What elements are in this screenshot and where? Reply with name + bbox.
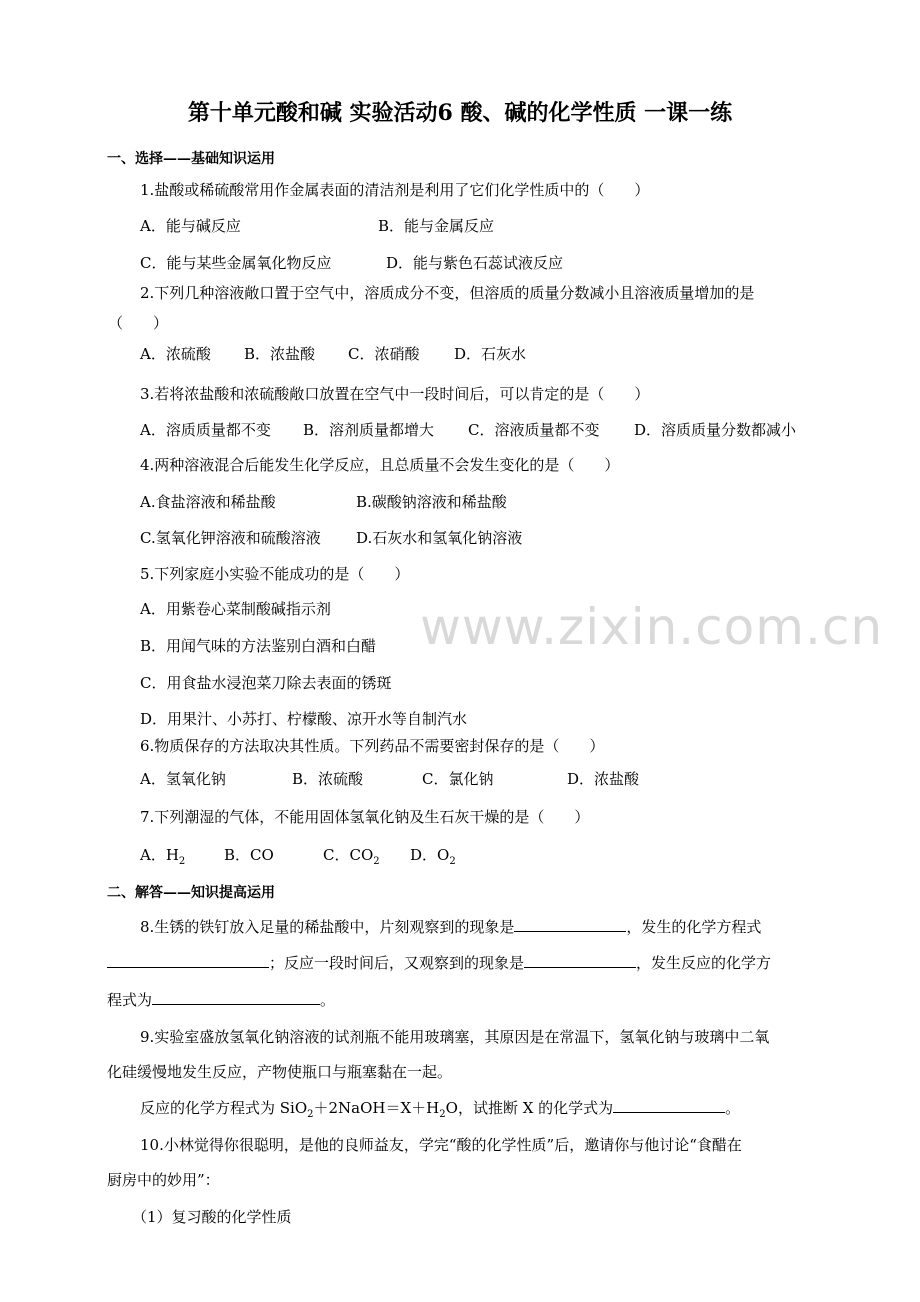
question-6-option-b: B．浓硫酸: [292, 770, 364, 788]
question-3-option-d: D．溶质质量分数都减小: [634, 421, 797, 439]
question-1-option-d: D．能与紫色石蕊试液反应: [386, 254, 564, 272]
subscript: 2: [373, 856, 380, 867]
answer-blank[interactable]: [524, 953, 636, 968]
question-4-option-d: D.石灰水和氢氧化钠溶液: [356, 529, 523, 547]
question-8-line-3: [107, 990, 335, 1010]
question-8-line-2: [107, 953, 771, 973]
question-7-option-c-text: C．CO: [323, 846, 374, 864]
question-2-stem-continued: （ ）: [108, 314, 169, 332]
subscript: 2: [178, 856, 186, 867]
question-7-option-a: [140, 845, 185, 872]
question-1-stem: 1.盐酸或稀硫酸常用作金属表面的清洁剂是利用了它们化学性质中的（ ）: [140, 181, 650, 199]
question-6-option-c: C．氯化钠: [422, 770, 494, 788]
section-heading-choice: 一、选择——基础知识运用: [107, 151, 275, 167]
question-3-stem: 3.若将浓盐酸和浓硫酸敞口放置在空气中一段时间后，可以肯定的是（ ）: [140, 385, 650, 403]
question-9-text: O，试推断 X 的化学式为: [445, 1099, 614, 1117]
question-2-option-a: A．浓硫酸: [140, 345, 211, 363]
question-5-option-b: B．用闻气味的方法鉴别白酒和白醋: [140, 637, 377, 655]
question-1-option-a: A．能与碱反应: [140, 217, 241, 235]
question-2-stem: 2.下列几种溶液敞口置于空气中，溶质成分不变，但溶质的质量分数减小且溶液质量增加的是: [140, 284, 755, 302]
question-1-option-c: C．能与某些金属氧化物反应: [140, 254, 332, 272]
answer-blank[interactable]: [514, 917, 626, 932]
question-7-stem: 7.下列潮湿的气体，不能用固体氢氧化钠及生石灰干燥的是（ ）: [140, 808, 590, 826]
question-6-option-d: D．浓盐酸: [567, 770, 640, 788]
question-9-line-2: 化硅缓慢地发生反应，产物使瓶口与瓶塞黏在一起。: [107, 1063, 453, 1081]
question-10-line-2: 厨房中的妙用”：: [107, 1171, 220, 1189]
question-2-option-d: D．石灰水: [454, 345, 527, 363]
question-2-option-c: C．浓硝酸: [348, 345, 420, 363]
answer-blank[interactable]: [613, 1098, 725, 1113]
subscript: 2: [439, 1109, 446, 1120]
question-3-option-b: B．溶剂质量都增大: [303, 421, 435, 439]
question-3-option-a: A．溶质质量都不变: [140, 421, 271, 439]
watermark: www.zixin.com.cn: [420, 598, 884, 656]
question-7-option-a-text: A．H: [140, 846, 179, 864]
question-7-option-c: [323, 845, 380, 872]
question-3-option-c: C．溶液质量都不变: [468, 421, 600, 439]
question-5-stem: 5.下列家庭小实验不能成功的是（ ）: [140, 565, 410, 583]
page-title: 第十单元酸和碱 实验活动6 酸、碱的化学性质 一课一练: [187, 100, 733, 126]
question-4-option-a: A.食盐溶液和稀盐酸: [140, 493, 276, 511]
question-5-option-c: C．用食盐水浸泡菜刀除去表面的锈斑: [140, 674, 392, 692]
question-6-option-a: A．氢氧化钠: [140, 770, 226, 788]
subscript: 2: [307, 1109, 314, 1120]
question-8-text: ；反应一段时间后，又观察到的现象是: [269, 954, 525, 972]
question-10-subpart-1: （1）复习酸的化学性质: [132, 1208, 292, 1226]
question-9-text: 。: [725, 1099, 741, 1117]
question-9-text: 反应的化学方程式为 SiO: [140, 1099, 308, 1117]
question-7-option-d: [410, 845, 456, 872]
question-8-text: 8.生锈的铁钉放入足量的稀盐酸中，片刻观察到的现象是: [140, 918, 515, 936]
question-5-option-d: D．用果汁、小苏打、柠檬酸、凉开水等自制汽水: [140, 710, 468, 728]
question-9-line-3: [140, 1098, 740, 1125]
question-8-text: 。: [320, 991, 336, 1009]
question-8-text: ，发生的化学方程式: [626, 918, 762, 936]
question-8-line-1: [140, 917, 761, 937]
question-10-line-1: 10.小林觉得你很聪明，是他的良师益友，学完“酸的化学性质”后，邀请你与他讨论“食醋在: [140, 1136, 742, 1154]
section-heading-answer: 二、解答——知识提高运用: [107, 885, 275, 901]
question-8-text: ，发生反应的化学方: [636, 954, 772, 972]
question-7-option-b: B．CO: [224, 846, 274, 864]
question-5-option-a: A．用紫卷心菜制酸碱指示剂: [140, 600, 331, 618]
question-4-stem: 4.两种溶液混合后能发生化学反应，且总质量不会发生变化的是（ ）: [140, 456, 620, 474]
question-4-option-b: B.碳酸钠溶液和稀盐酸: [356, 493, 507, 511]
question-8-text: 程式为: [107, 991, 153, 1009]
question-9-line-1: 9.实验室盛放氢氧化钠溶液的试剂瓶不能用玻璃塞，其原因是在常温下，氢氧化钠与玻璃中二氧: [140, 1028, 770, 1046]
question-2-option-b: B．浓盐酸: [244, 345, 316, 363]
subscript: 2: [449, 856, 456, 867]
answer-blank[interactable]: [107, 953, 269, 968]
question-4-option-c: C.氢氧化钾溶液和硫酸溶液: [140, 529, 321, 547]
answer-blank[interactable]: [152, 990, 320, 1005]
question-9-text: ＋2NaOH＝X＋H: [313, 1099, 440, 1117]
question-6-stem: 6.物质保存的方法取决其性质。下列药品不需要密封保存的是（ ）: [140, 737, 605, 755]
question-1-option-b: B．能与金属反应: [378, 217, 495, 235]
question-7-option-d-text: D．O: [410, 846, 450, 864]
